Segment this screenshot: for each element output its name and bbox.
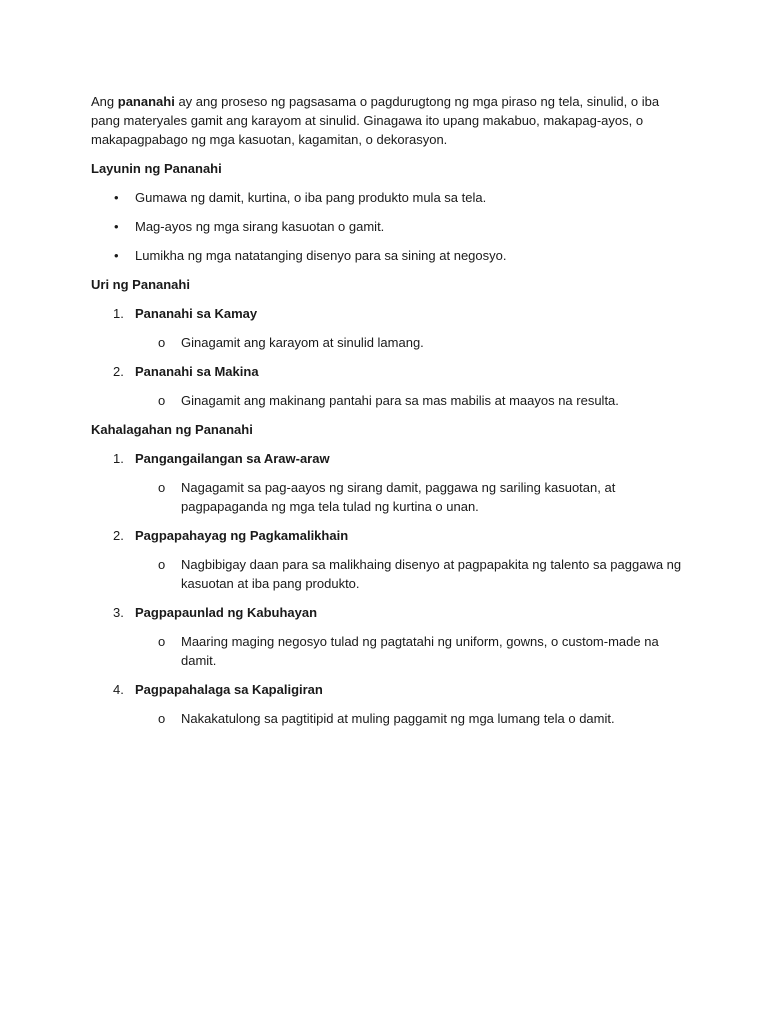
numbered-item (91, 526, 691, 593)
sub-item-text: Nakakatulong sa pagtitipid at muling paggamit ng mga lumang tela o damit. (181, 711, 615, 726)
sub-bullet-marker: o (158, 634, 166, 649)
sub-item-text: Ginagamit ang karayom at sinulid lamang. (181, 335, 424, 350)
numbered-item-title-row (91, 362, 691, 381)
item-title: Pananahi sa Kamay (135, 306, 258, 321)
sub-item (91, 709, 691, 728)
sub-bullet-marker: o (158, 711, 166, 726)
numbered-item (91, 449, 691, 516)
item-number: 2. (113, 364, 124, 379)
list-item-text: Lumikha ng mga natatanging disenyo para sa sining at negosyo. (135, 248, 507, 263)
intro-prefix: Ang (91, 94, 118, 109)
sub-bullet-marker: o (158, 557, 166, 572)
intro-term: pananahi (117, 94, 175, 109)
sub-bullet-marker: o (158, 480, 166, 495)
item-number: 3. (113, 605, 124, 620)
sub-item (91, 333, 691, 352)
item-number: 1. (113, 451, 124, 466)
list-item-text: Mag-ayos ng mga sirang kasuotan o gamit. (135, 219, 385, 234)
layunin-list (91, 188, 691, 265)
numbered-item-title-row (91, 526, 691, 545)
item-number: 2. (113, 528, 124, 543)
uri-list (91, 304, 691, 410)
document-content (91, 92, 691, 738)
bullet-marker: • (114, 190, 119, 205)
numbered-item (91, 304, 691, 352)
list-item (91, 246, 691, 265)
intro-paragraph (91, 92, 691, 149)
item-number: 1. (113, 306, 124, 321)
sub-item (91, 391, 691, 410)
sub-bullet-marker: o (158, 393, 166, 408)
numbered-item-title-row (91, 304, 691, 323)
item-title: Pangangailangan sa Araw-araw (135, 451, 330, 466)
sub-item-text: Nagbibigay daan para sa malikhaing disenyo at pagpapakita ng talento sa paggawa ng kasuotan at iba pang produkto. (181, 557, 682, 591)
list-item (91, 188, 691, 207)
kahalagahan-list (91, 449, 691, 728)
section-heading-kahalagahan: Kahalagahan ng Pananahi (91, 422, 253, 437)
numbered-item (91, 603, 691, 670)
sub-item (91, 478, 691, 516)
item-title: Pagpapaunlad ng Kabuhayan (135, 605, 318, 620)
numbered-item (91, 680, 691, 728)
section-heading-layunin: Layunin ng Pananahi (91, 161, 222, 176)
item-number: 4. (113, 682, 124, 697)
sub-item-text: Maaring maging negosyo tulad ng pagtatahi ng uniform, gowns, o custom-made na damit. (181, 634, 659, 668)
numbered-item (91, 362, 691, 410)
item-title: Pagpapahalaga sa Kapaligiran (135, 682, 323, 697)
intro-text: ay ang proseso ng pagsasama o pagdurugtong ng mga piraso ng tela, sinulid, o iba pang materyales gamit ang karayom at sinulid. Ginagawa ito upang makabuo, makapag-ayos, o makapagpabago ng mga kasuotan, kagamitan, o dekorasyon. (91, 94, 660, 147)
list-item-text: Gumawa ng damit, kurtina, o iba pang produkto mula sa tela. (135, 190, 487, 205)
list-item (91, 217, 691, 236)
bullet-marker: • (114, 219, 119, 234)
sub-item-text: Nagagamit sa pag-aayos ng sirang damit, paggawa ng sariling kasuotan, at pagpapaganda ng mga tela tulad ng kurtina o unan. (181, 480, 616, 514)
numbered-item-title-row (91, 449, 691, 468)
numbered-item-title-row (91, 603, 691, 622)
numbered-item-title-row (91, 680, 691, 699)
sub-item-text: Ginagamit ang makinang pantahi para sa mas mabilis at maayos na resulta. (181, 393, 619, 408)
sub-bullet-marker: o (158, 335, 166, 350)
section-heading-uri: Uri ng Pananahi (91, 277, 190, 292)
item-title: Pananahi sa Makina (135, 364, 259, 379)
sub-item (91, 555, 691, 593)
item-title: Pagpapahayag ng Pagkamalikhain (135, 528, 349, 543)
sub-item (91, 632, 691, 670)
bullet-marker: • (114, 248, 119, 263)
